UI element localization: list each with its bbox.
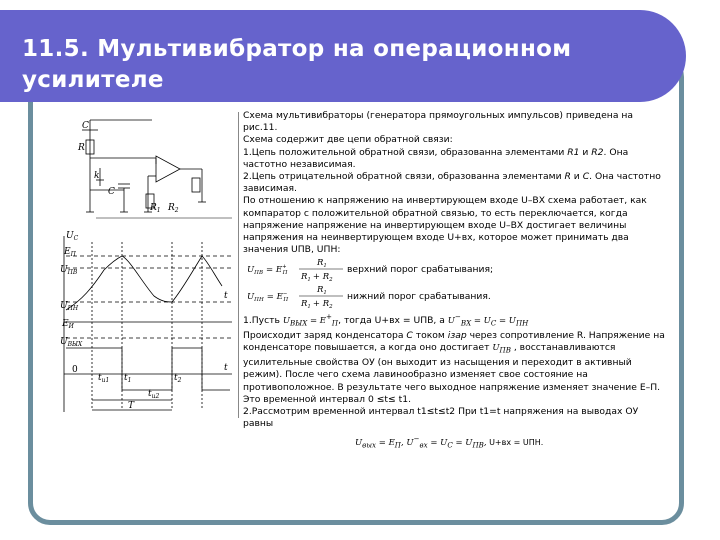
svg-text:R1: $R_1$ — [317, 258, 327, 270]
case-2-tail: U+вх = UПН. — [486, 438, 544, 448]
paragraph-charging: Происходит заряд конденсатора C током iзар через сопротивление R. Напряжение на конденсаторе повышается, а когда оно достигает $U_{ПВ}$ , восстанавливаются усилительные свойства ОУ (он выходит из насыщения и переходит в активный режим). После чего схема лавинообразно изменяет свое состояние на противоположное. В результате чего выходное напряжение изменяет значение Е–П. Это временной интервал 0 ≤t≤ t1. — [243, 330, 665, 405]
paragraph-case-2: 2.Рассмотрим временной интервал t1≤t≤t2 При t1=t напряжения на выводах ОУ равны — [243, 406, 639, 430]
label-period: T — [128, 401, 135, 411]
formula-upper-threshold — [243, 257, 668, 283]
label-t-axis: t — [224, 363, 228, 373]
waveform-labels — [60, 231, 228, 411]
paragraph-intro: Схема мультивибраторы (генератора прямоугольных импульсов) приведена на рис.11. — [243, 110, 634, 134]
label-t2: $t_2$ — [174, 373, 182, 384]
label-t1: $t_1$ — [124, 373, 132, 384]
title-bar — [0, 10, 686, 102]
paragraph-feedback: Схема содержит две цепи обратной связи: — [243, 134, 453, 146]
label-upv: $U_{ПВ}$ — [60, 265, 78, 276]
multivibrator-figure — [52, 112, 239, 418]
upper-threshold-caption: верхний порог срабатывания; — [347, 264, 494, 276]
slide-body — [243, 110, 668, 450]
svg-text:UПН= E−П: $U_{ПН} = E^-$ П — [247, 291, 289, 304]
label-tu1: $t_{u1}$ — [98, 373, 110, 384]
title-line-2: усилителе — [22, 67, 164, 93]
paragraph-case-1: 1.Пусть $U_{ВЫХ} = E^+_П$, тогда U+вх = UПВ, а $U^-_{ВХ} = U_C = U_{ПН}$ — [243, 312, 529, 328]
title-line-1: 11.5. Мультивибратор на операционном — [22, 36, 572, 62]
label-t-upper: t — [224, 291, 228, 301]
paragraph-negative-feedback: 2.Цепь отрицательной обратной связи, образованна элементами R и C. Она частотно зависимая. — [243, 171, 661, 195]
circuit-labels — [77, 121, 179, 214]
formula-uvyh-eq-ep: $U_{ВЫХ} = E^+_П$ — [282, 312, 339, 328]
slide-title — [22, 34, 662, 96]
formula-uvx-eq-uc: $U^-_{ВХ} = U_C = U_{ПН}$ — [447, 312, 529, 328]
svg-text:UПВ= E+П: $U_{ПВ} = E^+$ П — [247, 264, 288, 277]
label-k: k — [94, 171, 100, 181]
label-zero: 0 — [72, 365, 78, 375]
svg-text:R1: $R_1$ — [317, 285, 327, 297]
paragraph-positive-feedback: 1.Цепь положительной обратной связи, образованна элементами R1 и R2. Она частотно независимая. — [243, 146, 629, 170]
paragraph-comparator: По отношению к напряжению на инвертирующем входе U–ВХ схема работает, как компаратор с положительной обратной связью, то есть переключается, когда напряжение напряжение на инвертирующем входе U–ВХ достигает величины напряжения на неинвертирующем входе U+вх, которое может принимать два значения UПВ, UПН: — [243, 195, 647, 256]
label-c-top: C — [82, 121, 89, 131]
formula-upv: $U_{ПВ}$ — [492, 343, 511, 356]
svg-text:R1+ R2: $R_1 + R_2$ — [301, 272, 333, 284]
figure-svg — [52, 112, 238, 418]
formula-case-2: $U_{вых} = E_П$, $U^-_{вх} = U_C = U_{ПВ}$, U+вх = UПН. — [355, 434, 544, 450]
output-voltage-wave — [66, 348, 230, 390]
formula-lower-threshold — [243, 284, 668, 310]
svg-text:R1+ R2: $R_1 + R_2$ — [301, 299, 333, 311]
label-r: R — [78, 143, 85, 153]
label-upn: $U_{ПН}$ — [60, 301, 79, 312]
label-tu2: $t_{u2}$ — [148, 389, 160, 400]
label-r1: $R_1$ — [150, 203, 161, 214]
label-c: C — [108, 187, 115, 197]
label-uvyh: $U_{ВЫХ}$ — [60, 337, 83, 348]
circuit-diagram — [82, 120, 232, 218]
label-ei: $E_И$ — [62, 319, 74, 330]
label-ep: $E_П$ — [64, 247, 76, 258]
label-uc: $U_C$ — [66, 231, 79, 242]
lower-threshold-caption: нижний порог срабатывания. — [347, 291, 491, 303]
label-r2: $R_2$ — [168, 203, 179, 214]
